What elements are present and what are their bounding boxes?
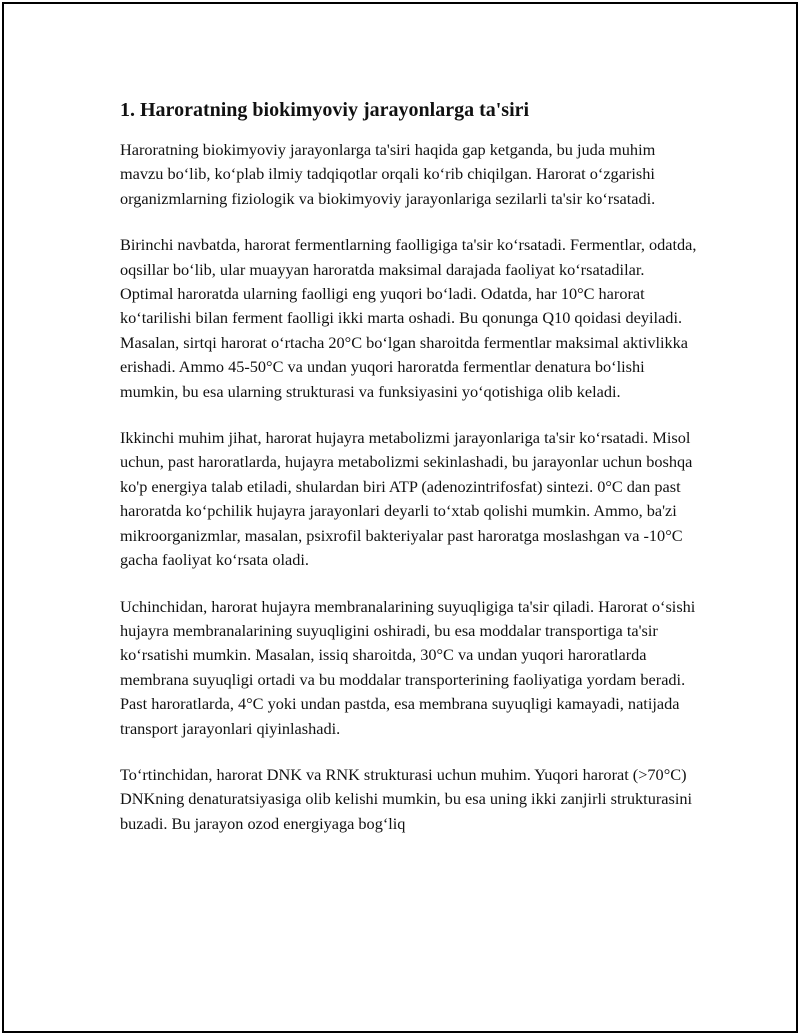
section-heading: 1. Haroratning biokimyoviy jarayonlarga ta'siri — [120, 99, 530, 121]
paragraph-enzymes: Birinchi navbatda, harorat fermentlarning faolligiga ta'sir ko‘rsatadi. Fermentlar, odatda, oqsillar bo‘lib, ular muayyan haroratda maksimal darajada faoliyat ko‘rsatadilar. Optimal haroratda ularning faolligi eng yuqori bo‘ladi. Odatda, har 10°C harorat ko‘tarilishi bilan ferment faolligi ikki marta oshadi. Bu qonunga Q10 qoidasi deyiladi. Masalan, sirtqi harorat o‘rtacha 20°C bo‘lgan sharoitda fermentlar maksimal aktivlikka erishadi. Ammo 45-50°C va undan yuqori haroratda fermentlar denatura bo‘lishi mumkin, bu esa ularning strukturasi va funksiyasini yo‘qotishiga olib keladi. — [120, 235, 697, 401]
page-frame — [2, 2, 798, 1033]
paragraph-dna-rna: To‘rtinchidan, harorat DNK va RNK strukturasi uchun muhim. Yuqori harorat (>70°C) DNKning denaturatsiyasiga olib kelishi mumkin, bu esa uning ikki zanjirli strukturasini buzadi. Bu jarayon ozod energiyaga bog‘liq — [120, 764, 693, 833]
document-body — [120, 96, 700, 858]
paragraph-metabolism: Ikkinchi muhim jihat, harorat hujayra metabolizmi jarayonlariga ta'sir ko‘rsatadi. Misol uchun, past haroratlarda, hujayra metabolizmi sekinlashadi, bu jarayonlar uchun boshqa ko'p energiya talab etiladi, shulardan biri ATP (adenozintrifosfat) sintezi. 0°C dan past haroratda ko‘pchilik hujayra jarayonlari deyarli to‘xtab qolishi mumkin. Ammo, ba'zi mikroorganizmlar, masalan, psixrofil bakteriyalar past haroratga moslashgan va -10°C gacha faoliyat ko‘rsata oladi. — [120, 428, 693, 570]
paragraph-membranes: Uchinchidan, harorat hujayra membranalarining suyuqligiga ta'sir qiladi. Harorat o‘sishi hujayra membranalarining suyuqligini oshiradi, bu esa moddalar transportiga ta'sir ko‘rsatishi mumkin. Masalan, issiq sharoitda, 30°C va undan yuqori haroratlarda membrana suyuqligi ortadi va bu moddalar transporterining faoliyatiga yordam beradi. Past haroratlarda, 4°C yoki undan pastda, esa membrana suyuqligi kamayadi, natijada transport jarayonlari qiyinlashadi. — [120, 596, 696, 738]
paragraph-intro: Haroratning biokimyoviy jarayonlarga ta'siri haqida gap ketganda, bu juda muhim mavzu bo‘lib, ko‘plab ilmiy tadqiqotlar orqali ko‘rib chiqilgan. Harorat o‘zgarishi organizmlarning fiziologik va biokimyoviy jarayonlariga sezilarli ta'sir ko‘rsatadi. — [120, 140, 656, 208]
